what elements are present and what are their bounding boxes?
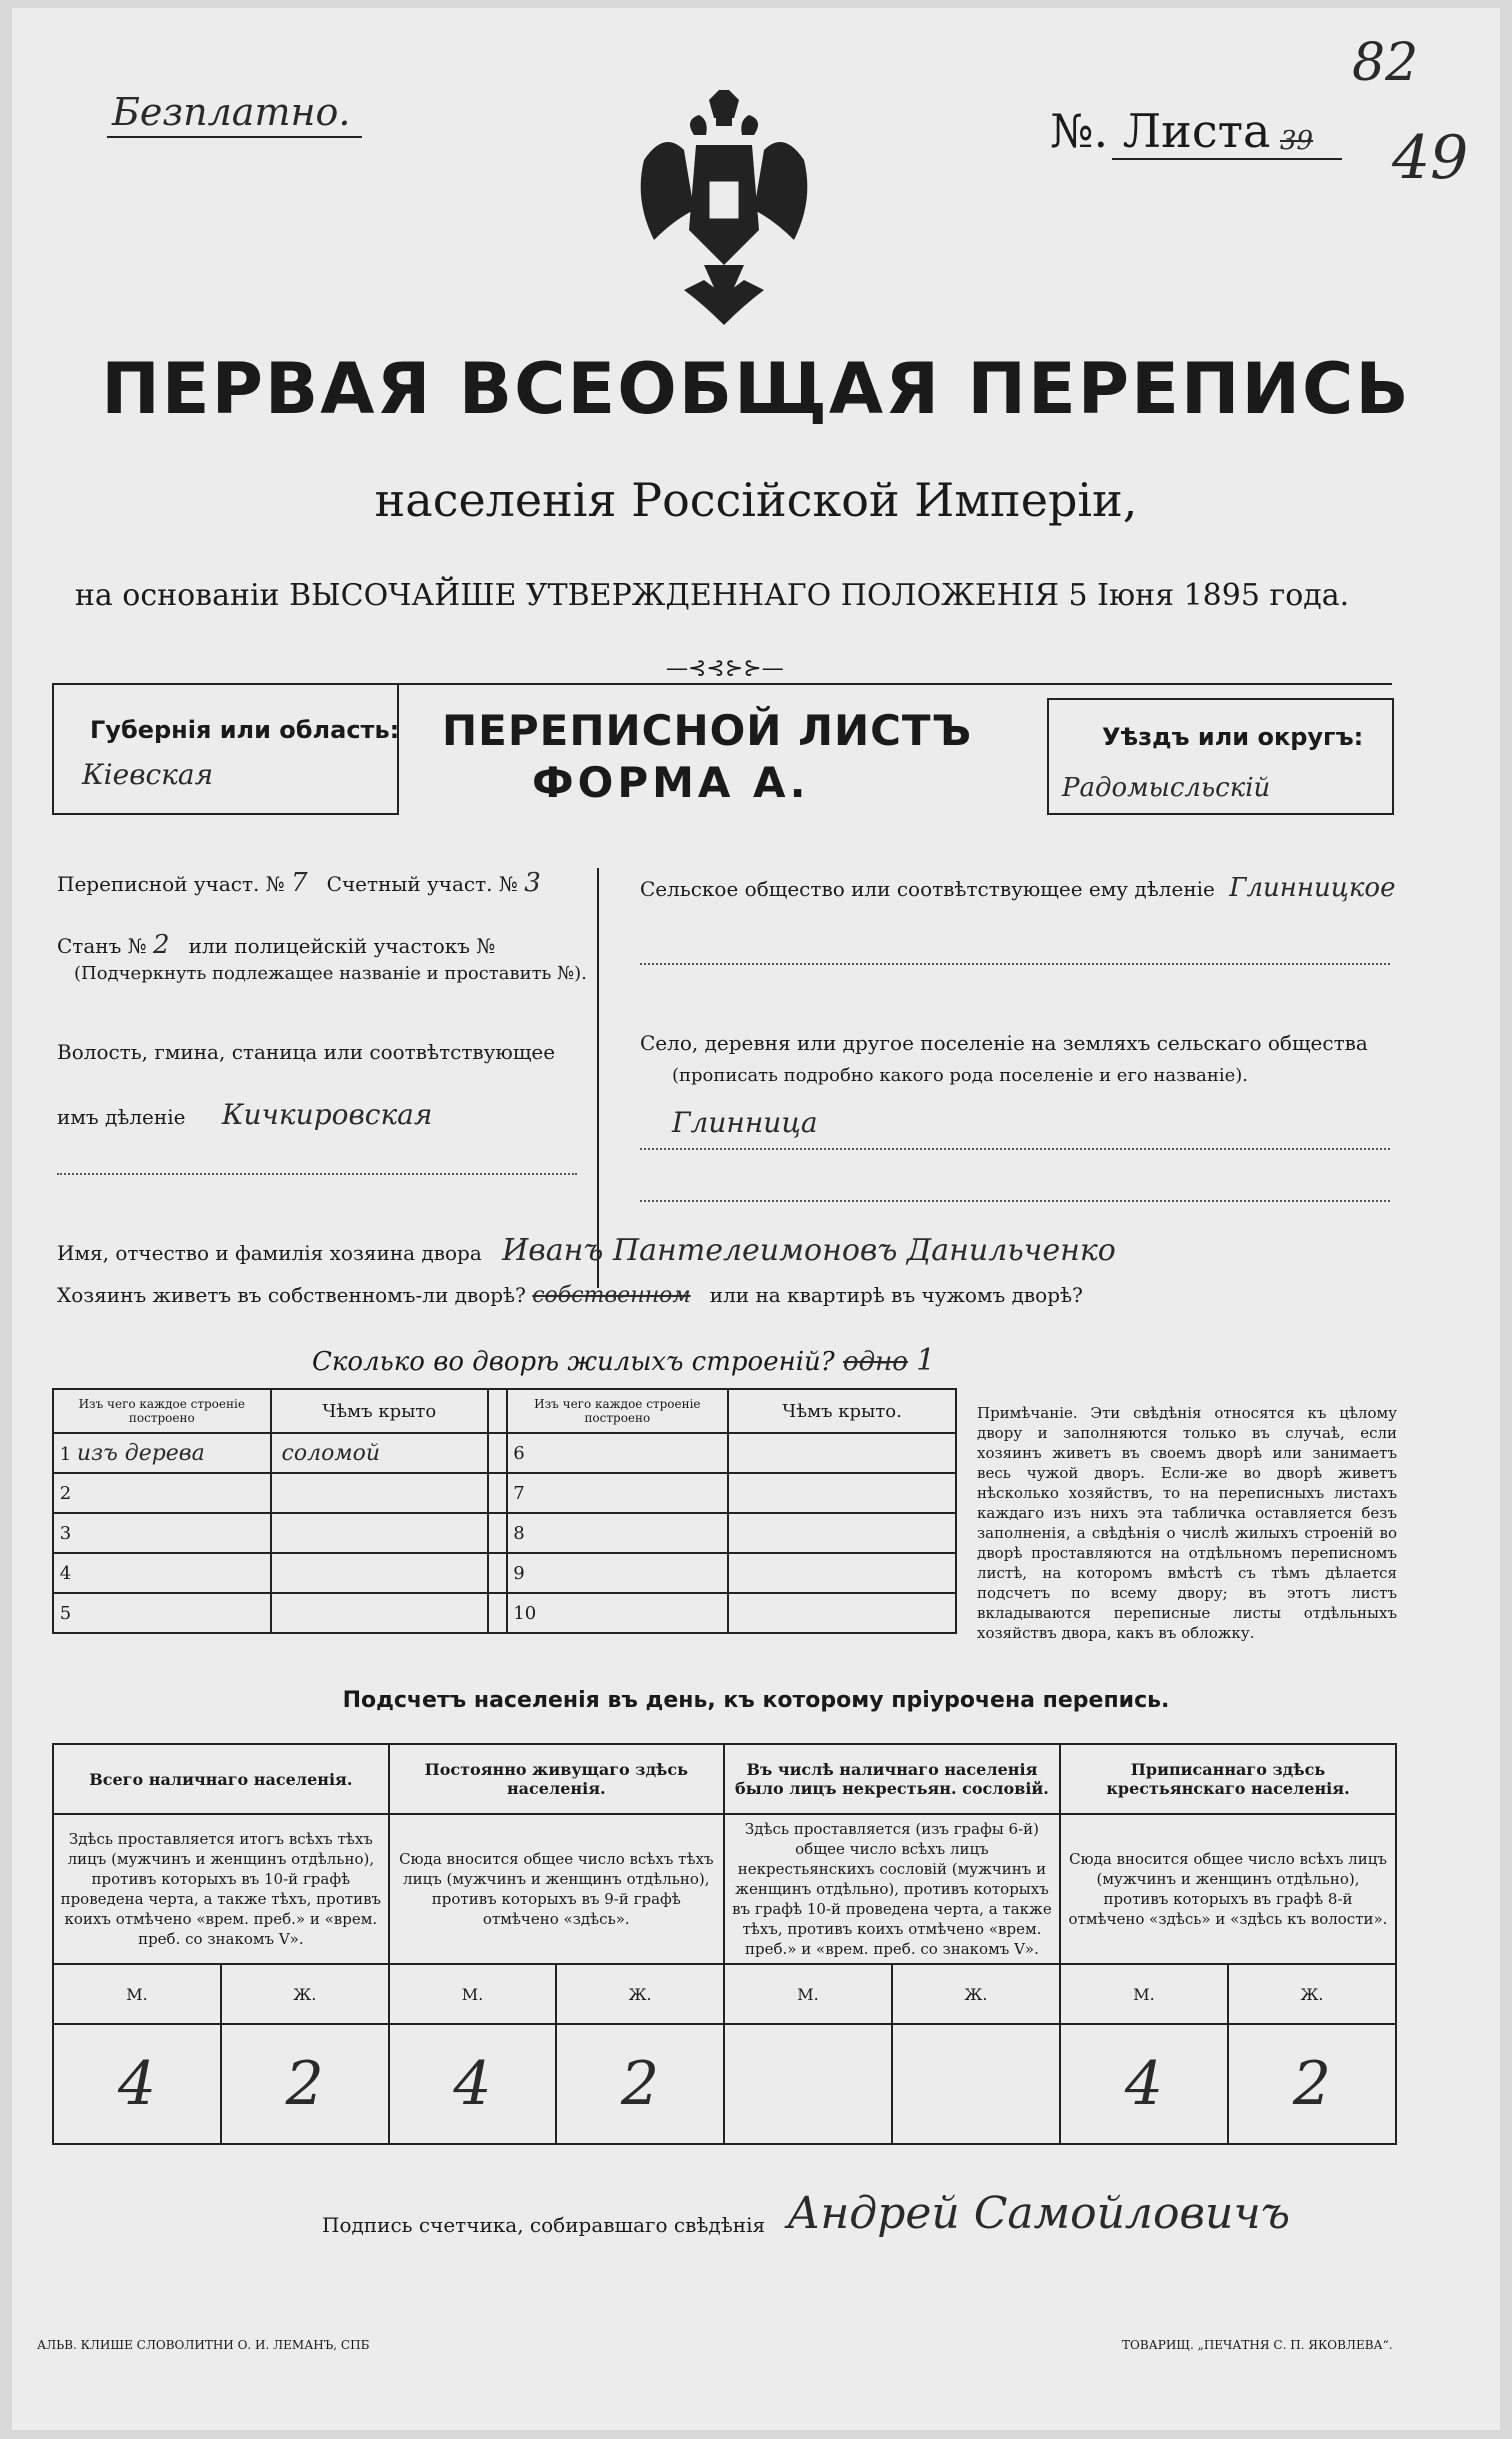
district-value: Радомысльскій	[1062, 773, 1271, 803]
province-label: Губернія или область:	[90, 716, 400, 744]
pop-header-1: Постоянно живущаго здѣсь населенія.	[389, 1744, 724, 1814]
population-title: Подсчетъ населенія въ день, къ которому пріурочена перепись.	[342, 1688, 1170, 1713]
community-row: Сельское общество или соотвѣтствующее ему дѣленіе Глинницкое	[640, 873, 1396, 903]
village-label: Село, деревня или другое поселеніе на земляхъ сельскаго общества	[640, 1031, 1368, 1055]
sheet-number-value: 39	[1280, 126, 1314, 156]
pop-desc-2: Здѣсь проставляется (изъ графы 6-й) общее число всѣхъ лицъ некрестьянскихъ сословій (мужчинъ и женщинъ отдѣльно), противъ которыхъ въ графѣ 10-й проведена черта, а также тѣхъ, противъ коихъ отмѣчено «врем. преб.» и «врем. преб. со знакомъ V».	[724, 1814, 1060, 1964]
sheet-number-label: №. Листа	[1050, 104, 1271, 158]
census-sheet-title: ПЕРЕПИСНОЙ ЛИСТЪ	[442, 706, 973, 755]
pop-value-1-m: 4	[389, 2024, 557, 2144]
district-label: Уѣздъ или округъ:	[1102, 723, 1364, 751]
pop-desc-3: Сюда вносится общее число всѣхъ лицъ (мужчинъ и женщинъ отдѣльно), противъ которыхъ въ графѣ 8-й отмѣчено «здѣсь» и «здѣсь къ волости».	[1060, 1814, 1396, 1964]
document-subtitle: населенія Россійской Имперіи,	[374, 473, 1138, 527]
imprint-right: ТОВАРИЩ. „ПЕЧАТНЯ С. П. ЯКОВЛЕВА“.	[1122, 2338, 1393, 2352]
pop-value-2-m	[724, 2024, 892, 2144]
population-table: Всего наличнаго населенія. Постоянно живущаго здѣсь населенія. Въ числѣ наличнаго населенія было лицъ некрестьян. сословій. Приписаннаго здѣсь крестьянскаго населенія. Здѣсь проставляется итогъ всѣхъ тѣхъ лицъ (мужчинъ и женщинъ отдѣльно), противъ которыхъ въ 10-й графѣ проведена черта, а также тѣхъ, противъ коихъ отмѣчено «врем. преб.» и «врем. преб. со знакомъ V». Сюда вносится общее число всѣхъ тѣхъ лицъ (мужчинъ и женщинъ отдѣльно), противъ которыхъ въ 9-й графѣ отмѣчено «здѣсь». Здѣсь проставляется (изъ графы 6-й) общее число всѣхъ лицъ некрестьянскихъ сословій (мужчинъ и женщинъ отдѣльно), противъ которыхъ въ графѣ 10-й проведена черта, а также тѣхъ, противъ коихъ отмѣчено «врем. преб.» и «врем. преб. со знакомъ V». Сюда вносится общее число всѣхъ лицъ (мужчинъ и женщинъ отдѣльно), противъ которыхъ въ графѣ 8-й отмѣчено «здѣсь» и «здѣсь къ волости». М. Ж. М. Ж. М. Ж. М. Ж. 4 2 4 2 4 2	[52, 1743, 1397, 2145]
pop-value-1-f: 2	[556, 2024, 724, 2144]
buildings-col-roof-2: Чѣмъ крыто.	[728, 1389, 956, 1433]
census-sheet	[12, 8, 1500, 2430]
pop-desc-1: Сюда вносится общее число всѣхъ тѣхъ лицъ (мужчинъ и женщинъ отдѣльно), противъ которыхъ въ 9-й графѣ отмѣчено «здѣсь».	[389, 1814, 724, 1964]
pop-header-2: Въ числѣ наличнаго населенія было лицъ некрестьян. сословій.	[724, 1744, 1060, 1814]
pop-header-3: Приписаннаго здѣсь крестьянскаго населенія.	[1060, 1744, 1396, 1814]
pop-desc-0: Здѣсь проставляется итогъ всѣхъ тѣхъ лицъ (мужчинъ и женщинъ отдѣльно), противъ которыхъ въ 10-й графѣ проведена черта, а также тѣхъ, противъ коихъ отмѣчено «врем. преб.» и «врем. преб. со знакомъ V».	[53, 1814, 389, 1964]
archive-number-1: 82	[1352, 33, 1419, 93]
village-value: Глинница	[672, 1106, 818, 1139]
signature-value: Андрей Самойловичъ	[787, 2188, 1291, 2239]
pop-value-2-f	[892, 2024, 1060, 2144]
volost-division: имъ дѣленіе Кичкировская	[57, 1098, 433, 1131]
buildings-table: Изъ чего каждое строеніе построено Чѣмъ крыто Изъ чего каждое строеніе построено Чѣмъ крыто. 1 изъ дерева соломой 6 2 7 3 8 4 9 5 10	[52, 1388, 957, 1634]
village-note: (прописать подробно какого рода поселеніе и его названіе).	[672, 1065, 1248, 1086]
form-title: ФОРМА А.	[532, 758, 810, 807]
pop-value-3-m: 4	[1060, 2024, 1228, 2144]
buildings-col-material-2: Изъ чего каждое строеніе построено	[507, 1389, 729, 1433]
buildings-note: Примѣчаніе. Эти свѣдѣнія относятся къ цѣлому двору и заполняются только въ случаѣ, если хозяинъ живетъ въ своемъ дворѣ или занимаетъ весь чужой дворъ. Если-же во дворѣ живетъ нѣсколько хозяйствъ, то на переписныхъ листахъ каждаго изъ нихъ эта табличка оставляется безъ заполненія, а свѣдѣнія о числѣ жилыхъ строеній во дворѣ проставляются на отдѣльномъ переписномъ листѣ, на которомъ вмѣстѣ съ тѣмъ дѣлается подсчетъ по всему двору; въ этотъ листъ вкладываются переписные листы отдѣльныхъ хозяйствъ двора, какъ въ обложку.	[977, 1404, 1397, 1642]
volost-label: Волость, гмина, станица или соотвѣтствующее	[57, 1040, 556, 1064]
pop-value-3-f: 2	[1228, 2024, 1396, 2144]
archive-number-2: 49	[1392, 123, 1469, 193]
pop-value-0-m: 4	[53, 2024, 221, 2144]
buildings-col-material-1: Изъ чего каждое строеніе построено	[53, 1389, 271, 1433]
imperial-eagle-emblem	[624, 90, 824, 330]
stan-row: Станъ № 2 или полицейскій участокъ №	[57, 930, 496, 960]
owner-residence-row: Хозяинъ живетъ въ собственномъ-ли дворѣ? собственном или на квартирѣ въ чужомъ дворѣ?	[57, 1283, 1083, 1308]
dwellings-row: Сколько во дворѣ жилыхъ строеній? одно 1	[312, 1343, 936, 1378]
imprint-left: АЛЬВ. КЛИШЕ СЛОВОЛИТНИ О. И. ЛЕМАНЪ, СПБ	[37, 2338, 370, 2352]
signature-label: Подпись счетчика, собиравшаго свѣдѣнія	[322, 2213, 766, 2237]
owner-row: Имя, отчество и фамилія хозяина двора Иванъ Пантелеимоновъ Данильченко	[57, 1233, 1116, 1268]
buildings-col-roof-1: Чѣмъ крыто	[271, 1389, 489, 1433]
ornament: —⊰⊰⊱⊱—	[666, 656, 784, 681]
province-value: Кіевская	[82, 758, 214, 791]
free-label: Безплатно.	[112, 90, 351, 134]
pop-value-0-f: 2	[221, 2024, 389, 2144]
pop-header-0: Всего наличнаго населенія.	[53, 1744, 389, 1814]
stan-note: (Подчеркнуть подлежащее названіе и проставить №).	[74, 963, 587, 984]
document-title: ПЕРВАЯ ВСЕОБЩАЯ ПЕРЕПИСЬ	[101, 348, 1411, 430]
section-row: Переписной участ. № 7 Счетный участ. № 3	[57, 868, 541, 898]
document-basis: на основаніи ВЫСОЧАЙШЕ УТВЕРЖДЕННАГО ПОЛОЖЕНІЯ 5 Іюня 1895 года.	[74, 578, 1350, 613]
